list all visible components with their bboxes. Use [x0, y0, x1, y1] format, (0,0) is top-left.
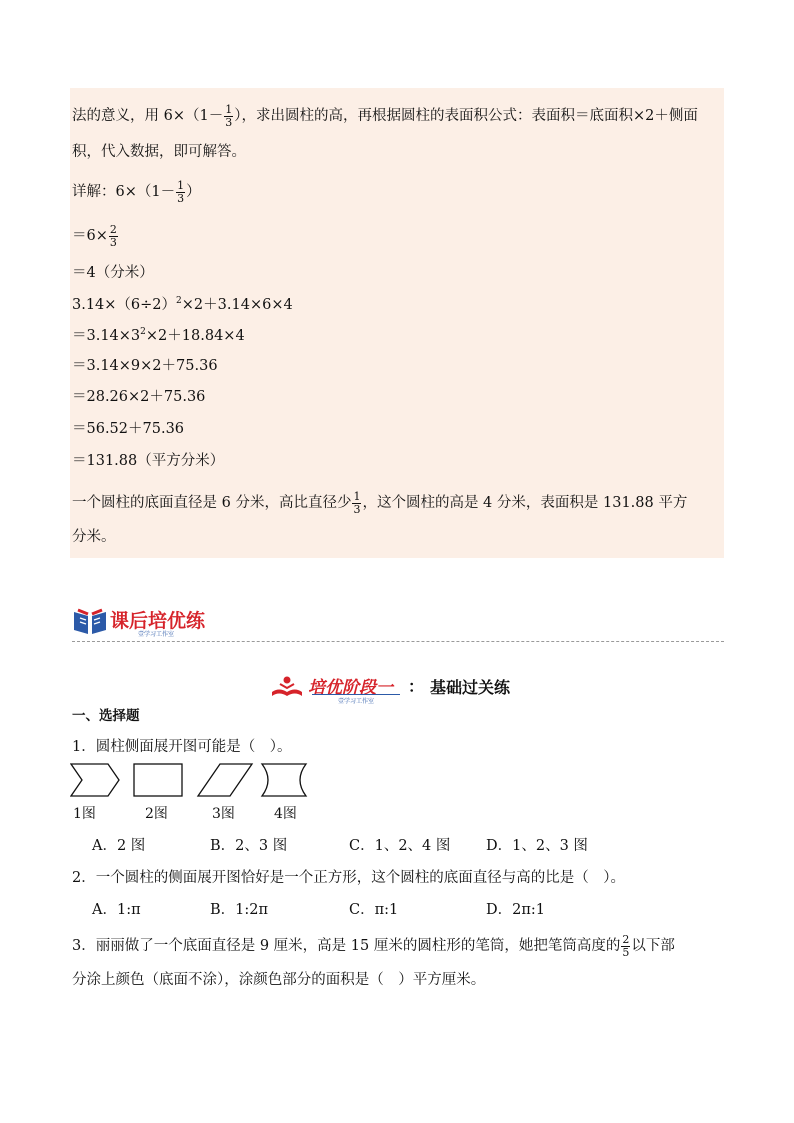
q2-option-d: D．2π:1	[486, 902, 545, 918]
book-icon	[72, 606, 108, 636]
text: 法的意义，用 6×（1－	[72, 108, 224, 125]
figure-label-2: 2图	[145, 806, 168, 822]
solution-line-13: 分米。	[72, 529, 116, 545]
text: 3．丽丽做了一个底面直径是 9 厘米，高是 15 厘米的圆柱形的笔筒，她把笔筒高度的	[72, 938, 621, 955]
fraction-one-third: $\frac{1}{3}$	[353, 490, 361, 516]
q1-option-c: C．1、2、4 图	[349, 838, 451, 854]
fraction-one-third: $\frac{1}{3}$	[177, 179, 185, 205]
text: ），求出圆柱的高，再根据圆柱的表面积公式：表面积＝底面积×2＋侧面	[234, 108, 698, 125]
text: 详解：6×（1－	[72, 184, 176, 201]
fraction-two-thirds: $\frac{2}{3}$	[109, 223, 117, 249]
text: ×2＋18.84×4	[145, 327, 245, 344]
text: ，这个圆柱的高是 4 分米，表面积是 131.88 平方	[362, 495, 688, 512]
solution-line-4	[72, 224, 119, 248]
reading-icon	[270, 674, 304, 700]
figure-1-chevron	[71, 764, 119, 796]
q1-option-b: B．2、3 图	[210, 838, 288, 854]
stage-colon: ：	[408, 677, 425, 696]
text: 以下部	[631, 938, 675, 955]
figure-label-4: 4图	[274, 806, 297, 822]
section-title: 课后培优练	[110, 610, 206, 632]
q1-figures	[70, 762, 320, 800]
text: 3.14×（6÷2）	[72, 296, 177, 313]
fraction-one-third: $\frac{1}{3}$	[225, 103, 233, 129]
figure-label-3: 3图	[212, 806, 235, 822]
figure-2-rectangle	[134, 764, 182, 796]
text: ＝3.14×3	[72, 327, 141, 344]
exponent: 2	[140, 327, 146, 337]
solution-line-8: ＝3.14×9×2＋75.36	[72, 358, 218, 374]
part-heading: 一、选择题	[72, 708, 140, 724]
stage-name: 基础过关练	[430, 678, 511, 697]
question-1: 1．圆柱侧面展开图可能是（ ）。	[72, 739, 292, 755]
fraction-two-fifths: $\frac{2}{5}$	[622, 933, 630, 959]
stage-title: 培优阶段一	[308, 678, 393, 698]
text: ×2＋3.14×6×4	[181, 296, 293, 313]
stage-subtitle: 壹学习工作室	[312, 694, 400, 705]
divider	[72, 641, 724, 642]
question-3	[72, 934, 675, 958]
question-3-line-2: 分涂上颜色（底面不涂），涂颜色部分的面积是（ ）平方厘米。	[72, 972, 486, 988]
text: ＝6×	[72, 228, 108, 245]
q1-option-d: D．1、2、3 图	[486, 838, 588, 854]
figure-label-1: 1图	[73, 806, 96, 822]
solution-line-7	[72, 328, 245, 343]
solution-line-1	[72, 104, 698, 128]
solution-line-5: ＝4（分米）	[72, 265, 154, 281]
q2-option-a: A．1:π	[92, 902, 141, 918]
solution-line-3	[72, 180, 201, 204]
exponent: 2	[176, 296, 182, 306]
solution-line-10: ＝56.52＋75.36	[72, 421, 185, 437]
figure-4-concave-shape	[262, 764, 306, 796]
figure-3-parallelogram	[198, 764, 252, 796]
q2-option-c: C．π:1	[349, 902, 399, 918]
q1-option-a: A．2 图	[92, 838, 146, 854]
question-2: 2．一个圆柱的侧面展开图恰好是一个正方形，这个圆柱的底面直径与高的比是（ ）。	[72, 870, 625, 886]
text: ）	[186, 184, 201, 201]
section-subtitle: 壹学习工作室	[138, 631, 175, 638]
solution-line-2: 积，代入数据，即可解答。	[72, 144, 246, 160]
text: 一个圆柱的底面直径是 6 分米，高比直径少	[72, 495, 352, 512]
q2-option-b: B．1:2π	[210, 902, 269, 918]
solution-line-11: ＝131.88（平方分米）	[72, 453, 225, 469]
solution-line-12	[72, 491, 687, 515]
solution-line-6	[72, 297, 293, 312]
solution-line-9: ＝28.26×2＋75.36	[72, 389, 206, 405]
